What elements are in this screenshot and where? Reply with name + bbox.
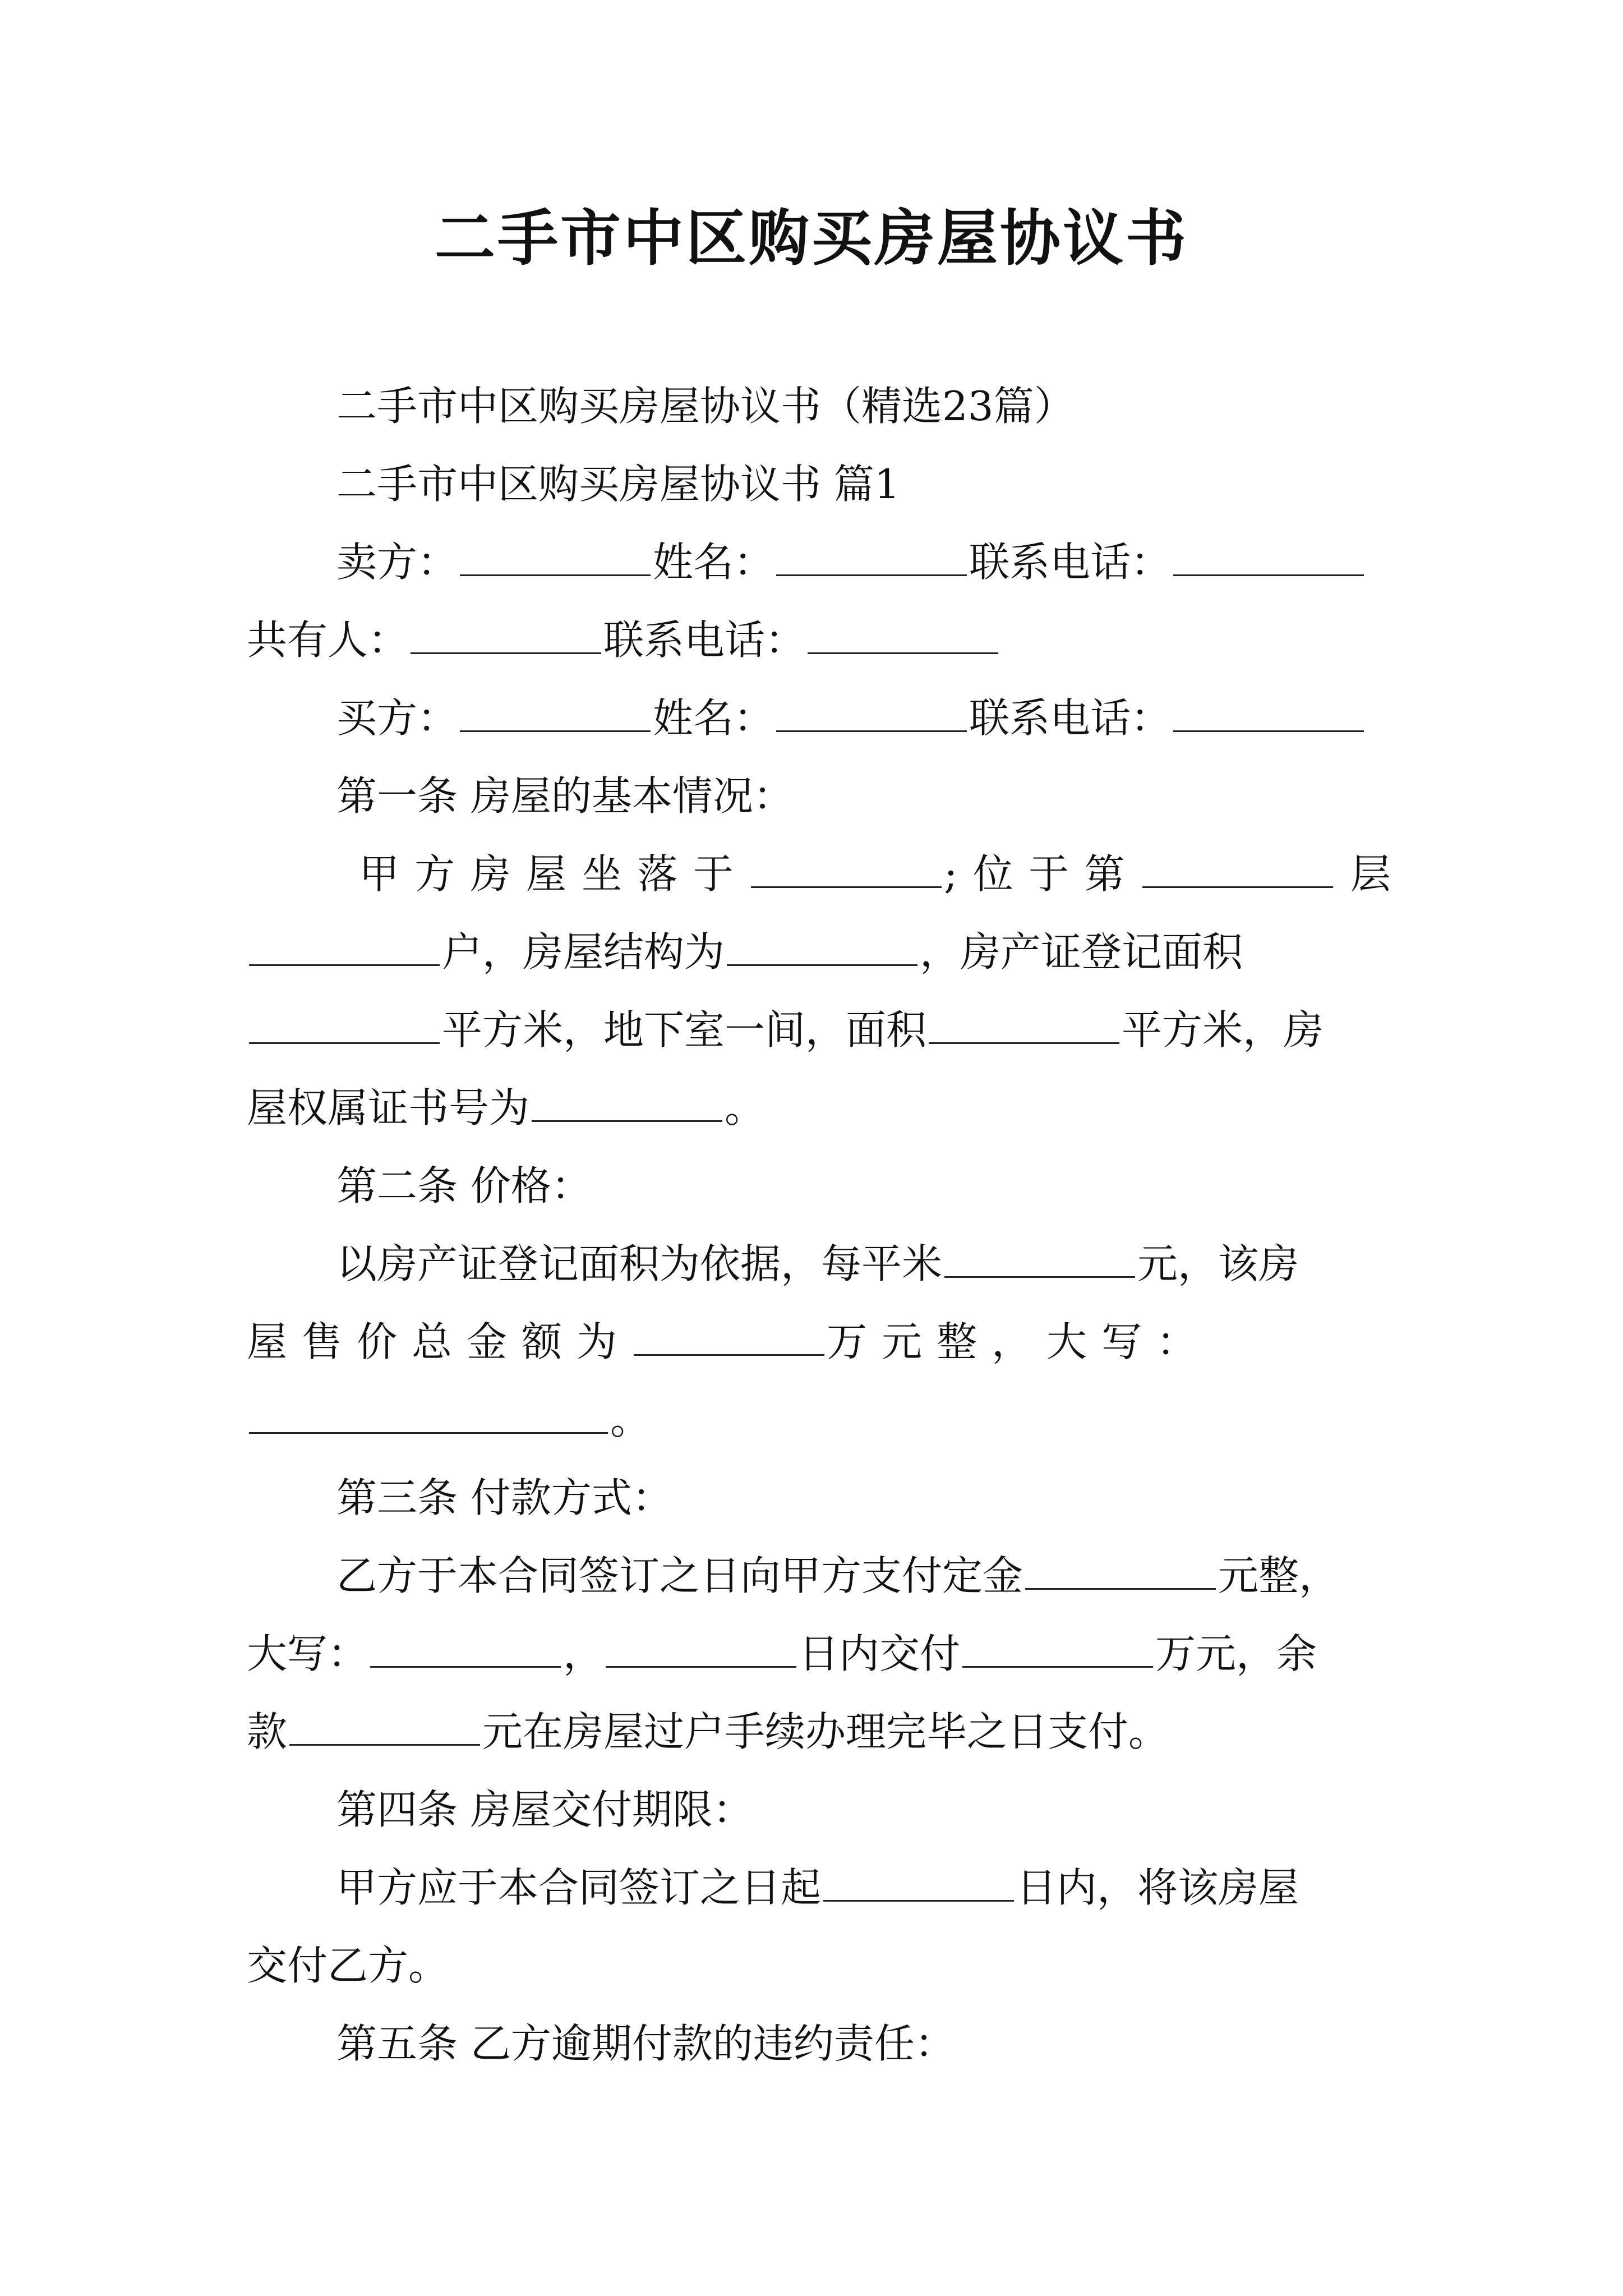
art2-text: 屋售价总金额为 (247, 1318, 632, 1365)
art3-text: ， (563, 1630, 604, 1677)
article-1-title: 第一条 房屋的基本情况： (336, 772, 794, 820)
art1-text: 。 (725, 1084, 766, 1131)
coowner-label: 共有人： (247, 616, 409, 664)
article-4-title: 第四条 房屋交付期限： (336, 1786, 753, 1833)
certificate-blank (532, 1088, 722, 1122)
art3-text: 元整， (1218, 1552, 1340, 1599)
art3-text: 元在房屋过户手续办理完毕之日支付。 (482, 1708, 1169, 1755)
section-heading: 二手市中区购买房屋协议书 篇1 (336, 461, 900, 508)
seller-phone-label: 联系电话： (969, 539, 1172, 586)
article-2-title: 第二条 价格： (336, 1162, 592, 1209)
art3-text: 大写： (247, 1630, 368, 1677)
balance-blank (289, 1711, 480, 1746)
subtitle: 二手市中区购买房屋协议书（精选23篇） (336, 383, 1075, 430)
coowner-line (247, 601, 1391, 679)
article-3-line-3 (247, 1693, 1391, 1771)
art1-text: ;位于第 (944, 850, 1140, 898)
art3-text: 款 (247, 1708, 288, 1755)
document-title: 二手市中区购买房屋协议书 (434, 203, 1188, 274)
art1-text: 平方米，地下室一间，面积 (442, 1006, 927, 1053)
unit-price-blank (944, 1244, 1135, 1278)
art1-text: 屋权属证书号为 (247, 1084, 530, 1131)
article-2-line-2 (247, 1303, 1391, 1381)
buyer-phone-label: 联系电话： (969, 694, 1172, 742)
art4-text: 甲方应于本合同签订之日起 (336, 1864, 822, 1911)
article-2-line-1 (247, 1225, 1391, 1303)
art2-text: 以房产证登记面积为依据，每平米 (336, 1240, 943, 1287)
art2-text: 元，该房 (1137, 1240, 1299, 1287)
coowner-phone-blank (808, 620, 998, 654)
buyer-phone-blank (1173, 698, 1364, 732)
art1-text: ，房产证登记面积 (920, 928, 1243, 976)
article-1-line-3 (247, 991, 1391, 1069)
article-3-title: 第三条 付款方式： (336, 1474, 672, 1521)
unit-blank (249, 932, 440, 966)
seller-name-label: 姓名： (653, 539, 774, 586)
installment-blank (962, 1634, 1153, 1668)
article-2-line-3 (247, 1381, 1391, 1459)
seller-line (247, 523, 1391, 601)
deposit-words-blank (370, 1634, 561, 1668)
buyer-line (247, 679, 1391, 757)
art1-text: 层 (1335, 850, 1391, 898)
article-1-line-1 (247, 835, 1391, 913)
seller-blank (460, 542, 651, 576)
art4-text: 日内，将该房屋 (1016, 1864, 1299, 1911)
art3-text: 乙方于本合同签订之日向甲方支付定金 (336, 1552, 1023, 1599)
seller-label: 卖方： (336, 539, 458, 586)
coowner-blank (411, 620, 601, 654)
art2-text: 万元整，大写： (827, 1318, 1212, 1365)
art3-text: 日内交付 (799, 1630, 961, 1677)
delivery-days-blank (823, 1867, 1014, 1902)
article-1-line-2 (247, 913, 1391, 991)
area-blank (249, 1010, 440, 1044)
art1-text: 户，房屋结构为 (442, 928, 725, 976)
total-price-blank (634, 1322, 824, 1356)
basement-area-blank (929, 1010, 1119, 1044)
buyer-blank (460, 698, 651, 732)
article-4-line-2: 交付乙方。 (247, 1942, 449, 1989)
location-blank (751, 854, 942, 888)
article-5-title: 第五条 乙方逾期付款的违约责任： (336, 2020, 955, 2067)
art1-text: 平方米，房 (1122, 1006, 1324, 1053)
floor-blank (1142, 854, 1333, 888)
article-3-line-1 (247, 1537, 1391, 1615)
art2-text: 。 (610, 1396, 651, 1443)
buyer-name-label: 姓名： (653, 694, 774, 742)
coowner-phone-label: 联系电话： (603, 616, 806, 664)
buyer-name-blank (776, 698, 967, 732)
total-price-words-blank (249, 1400, 608, 1434)
document-body (247, 367, 1391, 2083)
seller-phone-blank (1173, 542, 1364, 576)
days-blank (606, 1634, 796, 1668)
seller-name-blank (776, 542, 967, 576)
article-1-line-4 (247, 1069, 1391, 1147)
deposit-blank (1025, 1556, 1216, 1590)
article-3-line-2 (247, 1615, 1391, 1693)
buyer-label: 买方： (336, 694, 458, 742)
structure-blank (727, 932, 917, 966)
art1-text: 甲方房屋坐落于 (359, 850, 749, 898)
art3-text: 万元，余 (1155, 1630, 1317, 1677)
article-4-line-1 (247, 1849, 1391, 1927)
